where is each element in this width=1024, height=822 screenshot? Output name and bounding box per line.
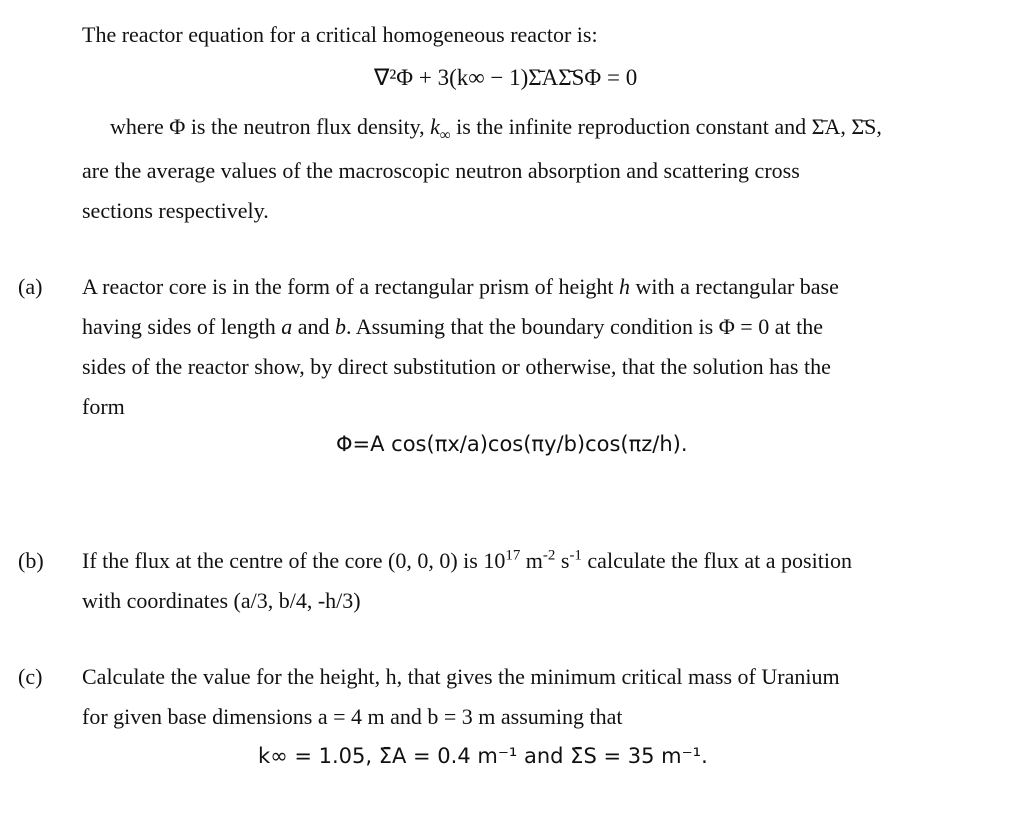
part-a-h: h	[618, 274, 630, 299]
part-c-given-values: k∞ = 1.05, Σ̄A = 0.4 m⁻¹ and Σ̄S = 35 m⁻¹.	[258, 744, 708, 768]
where-text-a: where Φ is the neutron flux density,	[110, 114, 425, 139]
part-b-exponent: 17	[505, 547, 521, 564]
part-b-line-1-text-b: calculate the flux at a position	[581, 548, 852, 573]
part-b-label: (b)	[18, 548, 44, 573]
part-a-line-2-text-b: . Assuming that the boundary condition is Φ = 0 at the	[345, 314, 823, 339]
part-a-solution-formula: Φ=A cos(πx/a)cos(πy/b)cos(πz/h).	[336, 432, 688, 456]
part-b-unit-m: m	[520, 548, 543, 573]
part-a-b: b	[334, 314, 346, 339]
part-c-label: (c)	[18, 664, 43, 689]
part-b-line-1-text-a: If the flux at the centre of the core (0, 0, 0) is 10	[82, 548, 506, 573]
part-a-line-3: sides of the reactor show, by direct substitution or otherwise, that the solution has the	[82, 354, 831, 379]
reactor-equation-text: ∇²Φ + 3(k∞ − 1)Σ̄AΣ̄SΦ = 0	[374, 65, 638, 90]
part-a-label: (a)	[18, 274, 43, 299]
part-a-line-1-text-b: with a rectangular base	[635, 274, 839, 299]
part-a-line-1-text-a: A reactor core is in the form of a rectangular prism of height	[82, 274, 614, 299]
sigma-a-symbol: Σ̄A,	[811, 114, 846, 139]
intro-line-1: The reactor equation for a critical homogeneous reactor is:	[82, 22, 598, 47]
part-a-a: a	[281, 314, 293, 339]
part-c-line-1: Calculate the value for the height, h, that gives the minimum critical mass of Uranium	[82, 664, 840, 689]
part-b-unit-s: s	[555, 548, 570, 573]
part-c-line-2: for given base dimensions a = 4 m and b = 3 m assuming that	[82, 704, 623, 729]
k-letter: k	[430, 114, 440, 139]
part-a-line-1	[82, 276, 839, 298]
part-b-line-1	[82, 547, 852, 573]
sigma-s-symbol: Σ̄S,	[851, 114, 882, 139]
intro-line-4: sections respectively.	[82, 198, 269, 223]
part-a-line-2	[82, 316, 823, 338]
k-subscript: ∞	[439, 127, 451, 144]
intro-line-3: are the average values of the macroscopic neutron absorption and scattering cross	[82, 158, 800, 183]
part-a-and: and	[297, 314, 330, 339]
part-b-unit-s-exp: -1	[569, 547, 582, 564]
part-a-line-2-text-a: having sides of length	[82, 314, 276, 339]
where-text-b: is the infinite reproduction constant and	[456, 114, 807, 139]
k-infinity-symbol	[430, 114, 451, 144]
reactor-equation	[374, 66, 637, 89]
intro-where-line	[110, 114, 882, 144]
part-b-unit-m-exp: -2	[542, 547, 556, 564]
part-b-line-2: with coordinates (a/3, b/4, -h/3)	[82, 588, 361, 613]
part-a-line-4: form	[82, 394, 125, 419]
